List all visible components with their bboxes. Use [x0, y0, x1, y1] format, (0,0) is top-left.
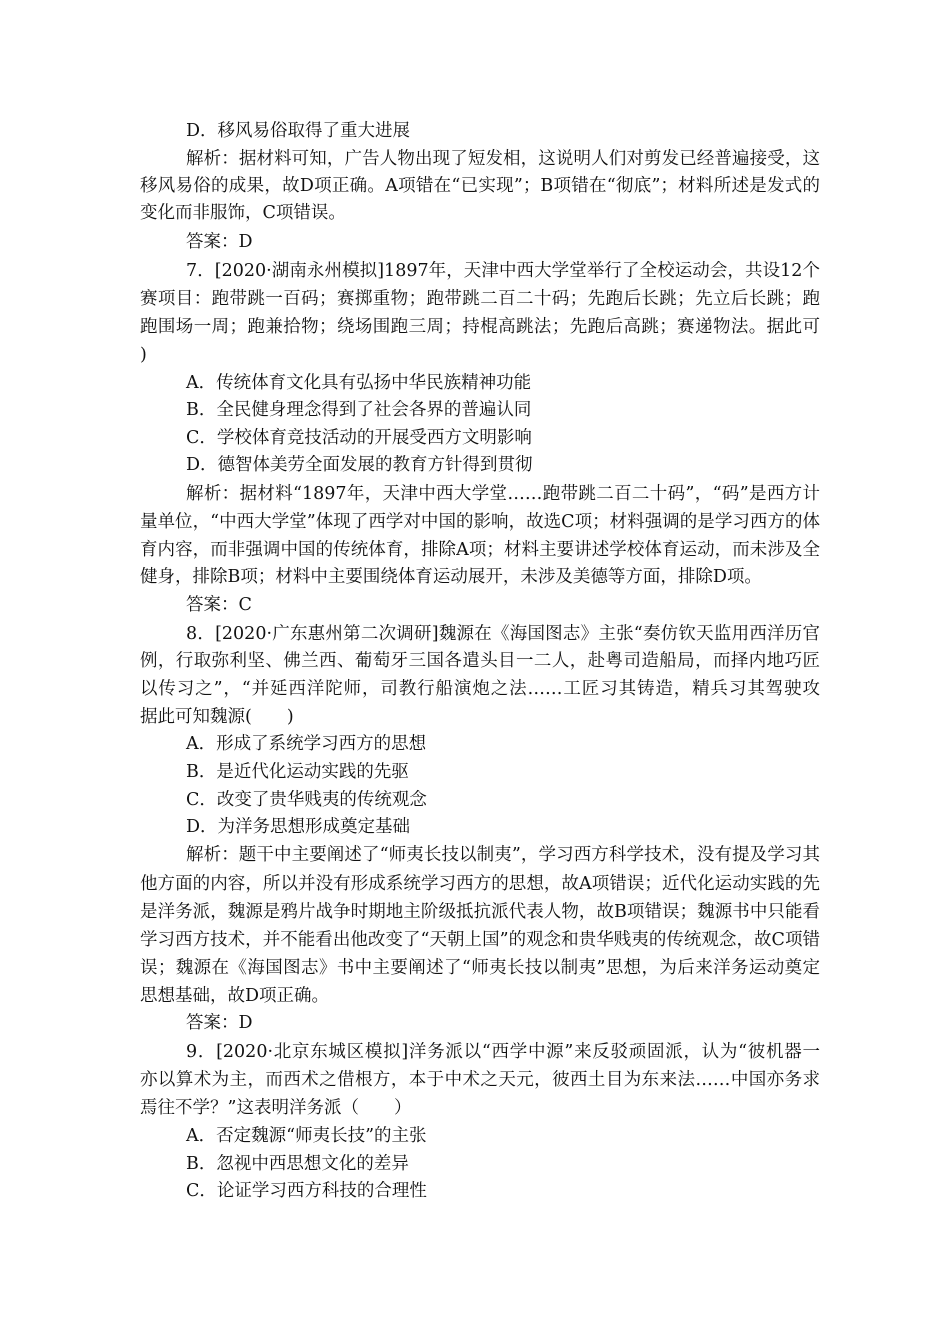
- answer-q6: 答案：D: [186, 232, 253, 252]
- question-7-stem: 赛项目：跑带跳一百码；赛掷重物；跑带跳二百二十码；先跑后长跳；先立后长跳；跑: [140, 289, 820, 309]
- question-7-stem: 7．[2020·湖南永州模拟]1897年，天津中西大学堂举行了全校运动会，共设12个: [186, 261, 820, 281]
- option-b-q7: B．全民健身理念得到了社会各界的普遍认同: [186, 400, 532, 420]
- option-d-q7: D．德智体美劳全面发展的教育方针得到贯彻: [186, 455, 533, 475]
- question-7-stem: ): [140, 345, 147, 365]
- option-c-q8: C．改变了贵华贱夷的传统观念: [186, 790, 427, 810]
- analysis-q7-line: 育内容，而非强调中国的传统体育，排除A项；材料主要讲述学校体育运动，而未涉及全: [140, 540, 820, 560]
- answer-q7: 答案：C: [186, 595, 252, 615]
- option-a-q8: A．形成了系统学习西方的思想: [186, 734, 427, 754]
- question-8-stem: 例，行取弥利坚、佛兰西、葡萄牙三国各遣头目一二人，赴粤司造船局，而择内地巧匠: [140, 651, 820, 671]
- analysis-q8-line: 是洋务派，魏源是鸦片战争时期地主阶级抵抗派代表人物，故B项错误；魏源书中只能看: [140, 902, 820, 922]
- analysis-q8-line: 误；魏源在《海国图志》书中主要阐述了“师夷长技以制夷”思想，为后来洋务运动奠定: [140, 958, 820, 978]
- option-b-q8: B．是近代化运动实践的先驱: [186, 762, 409, 782]
- option-a-q7: A．传统体育文化具有弘扬中华民族精神功能: [186, 373, 532, 393]
- option-b-q9: B．忽视中西思想文化的差异: [186, 1154, 409, 1174]
- answer-q8: 答案：D: [186, 1013, 253, 1033]
- analysis-q8-line: 思想基础，故D项正确。: [140, 986, 330, 1006]
- option-a-q9: A．否定魏源“师夷长技”的主张: [186, 1126, 427, 1146]
- analysis-q8-line: 他方面的内容，所以并没有形成系统学习西方的思想，故A项错误；近代化运动实践的先: [140, 874, 820, 894]
- option-c-q9: C．论证学习西方科技的合理性: [186, 1181, 427, 1201]
- analysis-q6-line: 移风易俗的成果，故D项正确。A项错在“已实现”；B项错在“彻底”；材料所述是发式的: [140, 176, 820, 196]
- question-7-stem: 跑围场一周；跑兼拾物；绕场围跑三周；持棍高跳法；先跑后高跳；赛递物法。据此可: [140, 317, 820, 337]
- analysis-q7-line: 健身，排除B项；材料中主要围绕体育运动展开，未涉及美德等方面，排除D项。: [140, 567, 762, 587]
- analysis-q8-line: 学习西方技术，并不能看出他改变了“天朝上国”的观念和贵华贱夷的传统观念，故C项错: [140, 930, 820, 950]
- option-d-q8: D．为洋务思想形成奠定基础: [186, 817, 411, 837]
- analysis-q6-line: 变化而非服饰，C项错误。: [140, 203, 346, 223]
- question-9-stem: 焉往不学？”这表明洋务派（ ）: [140, 1098, 412, 1118]
- option-d-q6: D．移风易俗取得了重大进展: [186, 121, 411, 141]
- question-8-stem: 8．[2020·广东惠州第二次调研]魏源在《海国图志》主张“奏仿钦天监用西洋历官: [186, 624, 820, 644]
- analysis-q8-line: 解析：题干中主要阐述了“师夷长技以制夷”，学习西方科学技术，没有提及学习其: [186, 845, 820, 865]
- option-c-q7: C．学校体育竞技活动的开展受西方文明影响: [186, 428, 532, 448]
- analysis-q7-line: 解析：据材料“1897年，天津中西大学堂……跑带跳二百二十码”，“码”是西方计: [186, 484, 820, 504]
- analysis-q6-line: 解析：据材料可知，广告人物出现了短发相，这说明人们对剪发已经普遍接受，这: [186, 149, 820, 169]
- question-8-stem: 以传习之”，“并延西洋陀师，司教行船演炮之法……工匠习其铸造，精兵习其驾驶攻: [140, 679, 820, 699]
- question-8-stem: 据此可知魏源( ): [140, 707, 294, 727]
- question-9-stem: 亦以算术为主，而西术之借根方，本于中术之天元，彼西土目为东来法……中国亦务求: [140, 1070, 820, 1090]
- question-9-stem: 9．[2020·北京东城区模拟]洋务派以“西学中源”来反驳顽固派，认为“彼机器一: [186, 1042, 820, 1062]
- analysis-q7-line: 量单位，“中西大学堂”体现了西学对中国的影响，故选C项；材料强调的是学习西方的体: [140, 512, 820, 532]
